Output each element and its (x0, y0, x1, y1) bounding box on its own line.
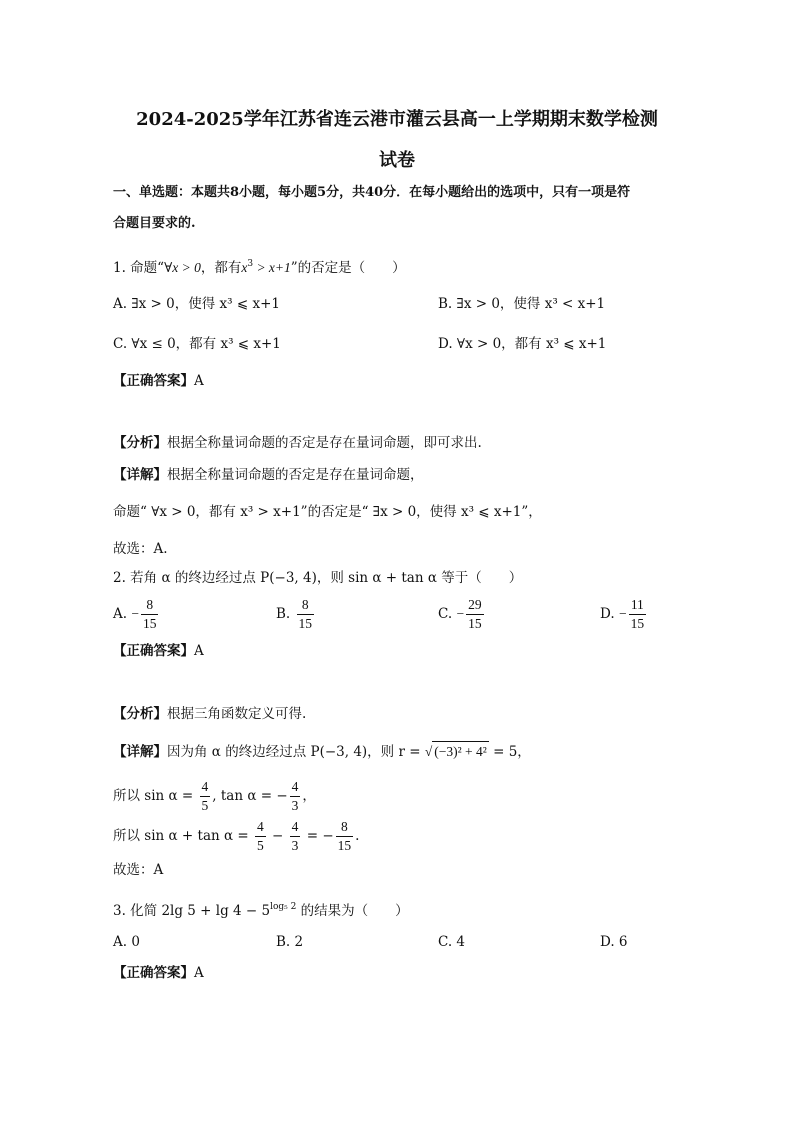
q1-stem-ineq: > x+1 (253, 260, 291, 275)
q1-choice: 故选：A. (113, 541, 168, 557)
answer-tag: 【正确答案】 (113, 373, 194, 389)
q3-option-a: A. 0 (113, 934, 140, 950)
section-heading-line2: 合题目要求的. (113, 216, 196, 231)
option-fraction: $\frac{29}{15}$ (468, 597, 482, 631)
detail-text: 根据全称量词命题的否定是存在量词命题， (167, 467, 424, 483)
q1-stem-var: x (241, 260, 248, 275)
option-label: D. (600, 606, 615, 622)
q1-stem (113, 254, 406, 278)
sqrt-expression: (−3)² + 4² (432, 741, 489, 762)
answer-tag: 【正确答案】 (113, 965, 194, 981)
q2-detail-line2: 所以 sin α = $\frac{4}{5}$ , tan α = − $\frac{4}{3}$ ， (113, 779, 316, 813)
detail-text-end: = 5， (488, 744, 531, 760)
answer-value: A (194, 373, 204, 389)
detail-tag: 【详解】 (113, 744, 167, 760)
q3-answer (113, 963, 204, 983)
option-sign: − (456, 606, 465, 621)
q1-option-d: D. ∀x > 0，都有 x³ ⩽ x+1 (438, 336, 607, 352)
q1-analysis (113, 433, 482, 453)
q1-stem-quantifier: ∀x > 0 (164, 260, 201, 275)
q2-option-c (438, 596, 486, 633)
q2-detail: 【详解】因为角 α 的终边经过点 P(−3, 4)，则 r = √ (−3)² + 4² = 5， (113, 741, 531, 762)
q2-option-d (600, 596, 648, 633)
q1-option-c: C. ∀x ≤ 0，都有 x³ ⩽ x+1 (113, 336, 281, 352)
q1-detail (113, 465, 424, 485)
analysis-tag: 【分析】 (113, 435, 167, 451)
q1-stem-suffix: ”的否定是（ ） (290, 260, 406, 276)
option-fraction: $\frac{8}{15}$ (142, 597, 157, 631)
answer-value: A (194, 643, 204, 659)
doc-title-line1: 2024-2025学年江苏省连云港市灌云县高一上学期期末数学检测 (136, 109, 658, 130)
option-sign: − (618, 606, 627, 621)
analysis-text: 根据全称量词命题的否定是存在量词命题，即可求出. (167, 435, 482, 451)
answer-value: A (194, 965, 204, 981)
detail-tag: 【详解】 (113, 467, 167, 483)
option-label: B. (276, 606, 291, 622)
q3-option-d: D. 6 (600, 934, 628, 950)
option-fraction: $\frac{8}{15}$ (298, 597, 313, 631)
doc-title-line2: 试卷 (379, 150, 415, 171)
q2-option-a (113, 596, 160, 633)
analysis-text: 根据三角函数定义可得. (167, 706, 307, 722)
answer-tag: 【正确答案】 (113, 643, 194, 659)
q2-option-b (276, 596, 316, 633)
analysis-tag: 【分析】 (113, 706, 167, 722)
option-fraction: $\frac{11}{15}$ (630, 597, 645, 631)
q3-option-b: B. 2 (276, 934, 304, 950)
q1-option-b: B. ∃x > 0，使得 x³ < x+1 (438, 296, 606, 312)
option-sign: − (131, 606, 139, 621)
q3-option-c: C. 4 (438, 934, 466, 950)
detail-text: 因为角 α 的终边经过点 P(−3, 4)，则 r = (167, 744, 425, 760)
q2-analysis (113, 704, 306, 724)
q1-stem-text: ，都有 (200, 260, 242, 276)
q1-detail-line2: 命题“ ∀x > 0，都有 x³ > x+1”的否定是“ ∃x > 0，使得 x³ ⩽ x+1”， (113, 504, 542, 520)
q3-stem-exponent: log₅ 2 (270, 902, 297, 912)
option-label: C. (438, 606, 453, 622)
q1-stem-exp: 3 (247, 259, 254, 269)
q1-option-a: A. ∃x > 0，使得 x³ ⩽ x+1 (113, 296, 280, 312)
option-label: A. (113, 606, 128, 622)
q1-answer (113, 371, 204, 391)
q2-stem: 2. 若角 α 的终边经过点 P(−3, 4)，则 sin α + tan α 等于（ ） (113, 570, 523, 586)
q3-stem-text: 3. 化简 2lg 5 + lg 4 − 5 (113, 903, 271, 919)
q3-stem (113, 897, 409, 921)
q3-stem-suffix: 的结果为（ ） (296, 903, 409, 919)
section-heading-line1: 一、单选题：本题共8小题，每小题5分，共40分．在每小题给出的选项中，只有一项是符 (113, 185, 631, 200)
q2-choice: 故选：A (113, 862, 164, 878)
q2-detail-line3: 所以 sin α + tan α = $\frac{4}{5}$ − $\frac{4}{3}$ = − $\frac{8}{15}$ . (113, 819, 360, 853)
q1-stem-prefix: 1. 命题“ (113, 260, 165, 276)
q2-answer (113, 641, 204, 661)
